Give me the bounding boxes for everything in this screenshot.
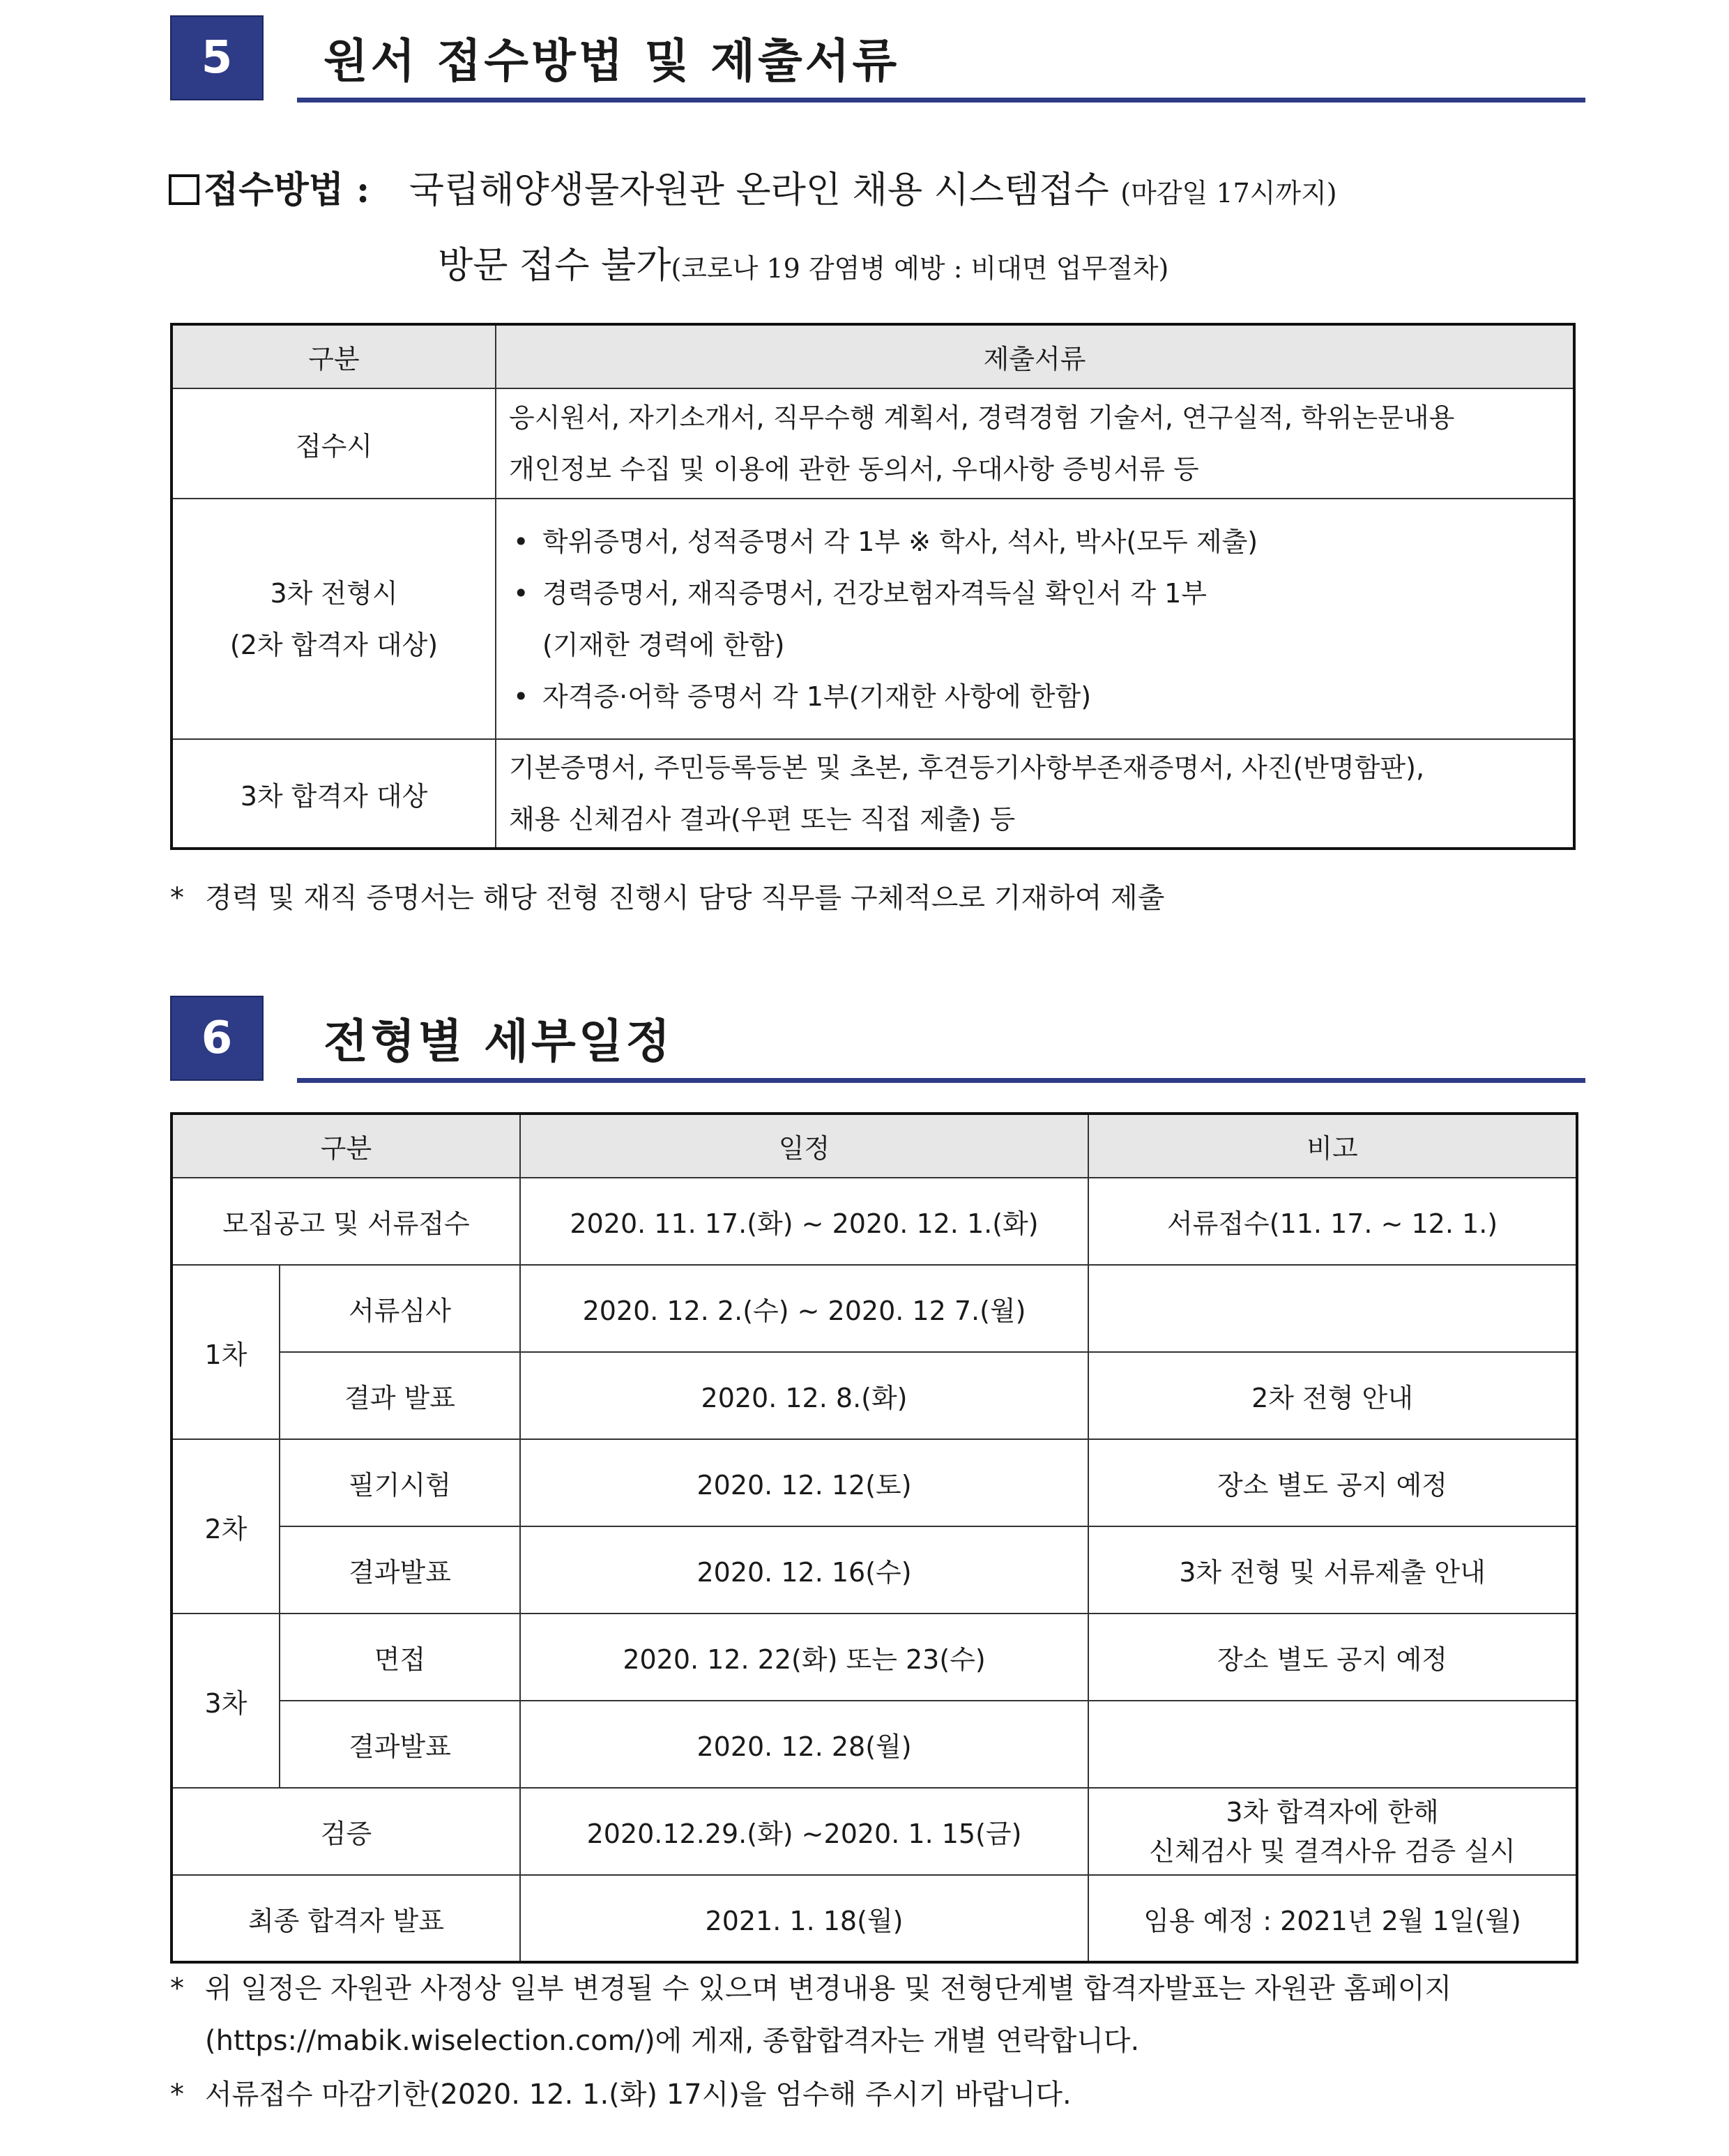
stage-label: 2차 bbox=[172, 1439, 280, 1614]
visit-line bbox=[438, 236, 1168, 288]
visit-value: 방문 접수 불가 bbox=[438, 245, 671, 287]
row-schedule: 2020. 12. 16(수) bbox=[520, 1526, 1088, 1614]
section-number-badge: 5 bbox=[170, 15, 264, 100]
row-label: 3차 전형시 (2차 합격자 대상) bbox=[172, 499, 496, 739]
row-schedule: 2020.12.29.(화) ~2020. 1. 15(금) bbox=[520, 1788, 1088, 1875]
row-schedule: 2020. 12. 2.(수) ~ 2020. 12 7.(월) bbox=[520, 1265, 1088, 1352]
stage-label: 1차 bbox=[172, 1265, 280, 1439]
schedule-footnote: * 위 일정은 자원관 사정상 일부 변경될 수 있으며 변경내용 및 전형단계별 합격자발표는 자원관 홈페이지 bbox=[170, 1973, 1452, 2005]
schedule-table bbox=[170, 1112, 1578, 1964]
asterisk-icon: * bbox=[170, 882, 184, 914]
row-label: 모집공고 및 서류접수 bbox=[172, 1178, 520, 1265]
row-remarks bbox=[1088, 1265, 1577, 1352]
row-label: 검증 bbox=[172, 1788, 520, 1875]
header-schedule: 일정 bbox=[520, 1114, 1088, 1178]
section-6-header bbox=[170, 996, 1585, 1083]
method-note: (마감일 17시까지) bbox=[1120, 178, 1337, 208]
row-remarks: 서류접수(11. 17. ~ 12. 1.) bbox=[1088, 1178, 1577, 1265]
list-item: • 경력증명서, 재직증명서, 건강보험자격득실 확인서 각 1부 (기재한 경력에 한함) bbox=[509, 568, 1560, 671]
row-label: 필기시험 bbox=[280, 1439, 520, 1526]
row-remarks: 3차 합격자에 한해 신체검사 및 결격사유 검증 실시 bbox=[1088, 1788, 1577, 1875]
section-title: 원서 접수방법 및 제출서류 bbox=[323, 34, 900, 88]
row-label: 결과발표 bbox=[280, 1526, 520, 1614]
table-row bbox=[172, 1788, 1577, 1875]
documents-table bbox=[170, 323, 1576, 850]
section-5-header bbox=[170, 15, 1585, 103]
table-row bbox=[172, 1178, 1577, 1265]
section-title: 전형별 세부일정 bbox=[323, 1015, 673, 1068]
row-schedule: 2020. 12. 22(화) 또는 23(수) bbox=[520, 1614, 1088, 1701]
row-remarks: 3차 전형 및 서류제출 안내 bbox=[1088, 1526, 1577, 1614]
bullet-icon: • bbox=[513, 577, 529, 609]
checkbox-square-icon bbox=[169, 174, 199, 205]
row-remarks: 임용 예정 : 2021년 2월 1일(월) bbox=[1088, 1875, 1577, 1962]
bullet-icon: • bbox=[513, 681, 529, 712]
row-label: 결과 발표 bbox=[280, 1352, 520, 1439]
stage-label: 3차 bbox=[172, 1614, 280, 1788]
section-underline bbox=[297, 98, 1585, 103]
row-remarks: 장소 별도 공지 예정 bbox=[1088, 1439, 1577, 1526]
row-remarks: 장소 별도 공지 예정 bbox=[1088, 1614, 1577, 1701]
table-row bbox=[172, 1614, 1577, 1701]
schedule-footnote-continued: (https://mabik.wiselection.com/)에 게재, 종합합격자는 개별 연락합니다. bbox=[205, 2025, 1140, 2057]
row-schedule: 2020. 12. 8.(화) bbox=[520, 1352, 1088, 1439]
row-label: 접수시 bbox=[172, 388, 496, 499]
section-number-badge: 6 bbox=[170, 996, 264, 1081]
list-item: • 자격증·어학 증명서 각 1부(기재한 사항에 한함) bbox=[509, 671, 1560, 722]
row-remarks: 2차 전형 안내 bbox=[1088, 1352, 1577, 1439]
documents-footnote: * 경력 및 재직 증명서는 해당 전형 진행시 담당 직무를 구체적으로 기재하여 제출 bbox=[170, 882, 1165, 914]
asterisk-icon: * bbox=[170, 1973, 184, 2005]
table-row bbox=[172, 1526, 1577, 1614]
deadline-footnote: * 서류접수 마감기한(2020. 12. 1.(화) 17시)을 엄수해 주시기 바랍니다. bbox=[170, 2079, 1072, 2111]
table-row bbox=[172, 1265, 1577, 1352]
method-value: 국립해양생물자원관 온라인 채용 시스템접수 bbox=[409, 169, 1109, 211]
row-documents: 응시원서, 자기소개서, 직무수행 계획서, 경력경험 기술서, 연구실적, 학위논문내용 개인정보 수집 및 이용에 관한 동의서, 우대사항 증빙서류 등 bbox=[496, 388, 1574, 499]
table-row bbox=[172, 1875, 1577, 1962]
header-documents: 제출서류 bbox=[496, 324, 1574, 388]
table-header-row bbox=[172, 1114, 1577, 1178]
row-label: 결과발표 bbox=[280, 1701, 520, 1788]
row-label: 면접 bbox=[280, 1614, 520, 1701]
bullet-icon: • bbox=[513, 526, 529, 557]
list-item: • 학위증명서, 성적증명서 각 1부 ※ 학사, 석사, 박사(모두 제출) bbox=[509, 516, 1560, 568]
row-schedule: 2020. 11. 17.(화) ~ 2020. 12. 1.(화) bbox=[520, 1178, 1088, 1265]
table-row bbox=[172, 388, 1574, 499]
table-row bbox=[172, 1701, 1577, 1788]
row-label: 3차 합격자 대상 bbox=[172, 739, 496, 849]
row-label: 서류심사 bbox=[280, 1265, 520, 1352]
row-schedule: 2020. 12. 28(월) bbox=[520, 1701, 1088, 1788]
section-underline bbox=[297, 1078, 1585, 1083]
table-row bbox=[172, 739, 1574, 849]
table-row bbox=[172, 499, 1574, 739]
header-remarks: 비고 bbox=[1088, 1114, 1577, 1178]
asterisk-icon: * bbox=[170, 2079, 184, 2111]
header-category: 구분 bbox=[172, 1114, 520, 1178]
table-row bbox=[172, 1439, 1577, 1526]
method-label: 접수방법 : bbox=[204, 169, 370, 211]
row-documents bbox=[496, 499, 1574, 739]
visit-note: (코로나 19 감염병 예방 : 비대면 업무절차) bbox=[671, 253, 1169, 284]
application-method-line bbox=[169, 160, 1337, 213]
header-category: 구분 bbox=[172, 324, 496, 388]
table-row bbox=[172, 1352, 1577, 1439]
row-documents: 기본증명서, 주민등록등본 및 초본, 후견등기사항부존재증명서, 사진(반명함판), 채용 신체검사 결과(우편 또는 직접 제출) 등 bbox=[496, 739, 1574, 849]
row-label: 최종 합격자 발표 bbox=[172, 1875, 520, 1962]
row-schedule: 2021. 1. 18(월) bbox=[520, 1875, 1088, 1962]
row-remarks bbox=[1088, 1701, 1577, 1788]
row-schedule: 2020. 12. 12(토) bbox=[520, 1439, 1088, 1526]
bullet-list bbox=[509, 516, 1560, 722]
table-header-row bbox=[172, 324, 1574, 388]
